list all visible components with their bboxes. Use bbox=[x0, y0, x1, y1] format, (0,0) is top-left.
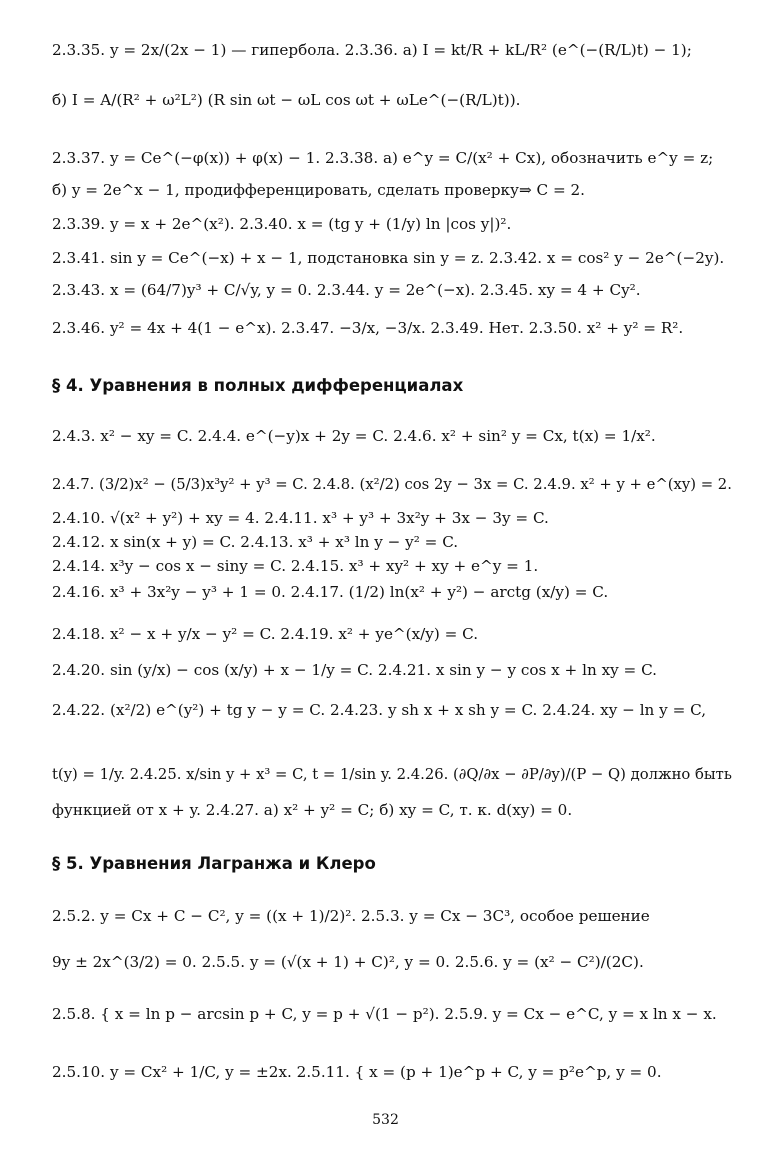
answer-line: 2.3.35. y = 2x/(2x − 1) — гипербола. 2.3.36. а) I = kt/R + kL/R² (e^(−(R/L)t) − 1); bbox=[52, 41, 692, 59]
answer-line: 2.3.46. y² = 4x + 4(1 − e^x). 2.3.47. −3/x, −3/x. 2.3.49. Нет. 2.3.50. x² + y² = R². bbox=[52, 319, 684, 337]
answer-line: 2.5.10. y = Cx² + 1/C, y = ±2x. 2.5.11. { x = (p + 1)e^p + C, y = p²e^p, y = 0. bbox=[52, 1063, 662, 1081]
answer-line: функцией от x + y. 2.4.27. а) x² + y² = C; б) xy = C, т. к. d(xy) = 0. bbox=[52, 801, 573, 819]
answer-line: 2.5.2. y = Cx + C − C², y = ((x + 1)/2)². 2.5.3. y = Cx − 3C³, особое решение bbox=[52, 907, 650, 925]
answer-line: 2.4.22. (x²/2) e^(y²) + tg y − y = C. 2.4.23. y sh x + x sh y = C. 2.4.24. xy − ln y = C, bbox=[52, 701, 707, 719]
answer-line: 2.4.12. x sin(x + y) = C. 2.4.13. x³ + x³ ln y − y² = C. bbox=[52, 533, 459, 551]
answer-line: t(y) = 1/y. 2.4.25. x/sin y + x³ = C, t = 1/sin y. 2.4.26. (∂Q/∂x − ∂P/∂y)/(P − Q) должно быть bbox=[52, 765, 732, 783]
answer-line: 2.4.7. (3/2)x² − (5/3)x³y² + y³ = C. 2.4.8. (x²/2) cos 2y − 3x = C. 2.4.9. x² + y + e^(xy) = 2. bbox=[52, 475, 732, 493]
section-heading: § 5. Уравнения Лагранжа и Клеро bbox=[52, 854, 376, 873]
answer-line: 2.4.18. x² − x + y/x − y² = C. 2.4.19. x² + ye^(x/y) = C. bbox=[52, 625, 479, 643]
answer-line: 2.4.10. √(x² + y²) + xy = 4. 2.4.11. x³ + y³ + 3x²y + 3x − 3y = C. bbox=[52, 509, 549, 527]
answer-line: 2.4.3. x² − xy = C. 2.4.4. e^(−y)x + 2y = C. 2.4.6. x² + sin² y = Cx, t(x) = 1/x². bbox=[52, 427, 656, 445]
answer-line: 9y ± 2x^(3/2) = 0. 2.5.5. y = (√(x + 1) + C)², y = 0. 2.5.6. y = (x² − C²)/(2C). bbox=[52, 953, 644, 971]
section-heading: § 4. Уравнения в полных дифференциалах bbox=[52, 376, 464, 395]
answer-line: 2.3.41. sin y = Ce^(−x) + x − 1, подстановка sin y = z. 2.3.42. x = cos² y − 2e^(−2y). bbox=[52, 249, 725, 267]
answer-line: 2.4.16. x³ + 3x²y − y³ + 1 = 0. 2.4.17. (1/2) ln(x² + y²) − arctg (x/y) = C. bbox=[52, 583, 609, 601]
answer-line: б) y = 2e^x − 1, продифференцировать, сделать проверку⇒ C = 2. bbox=[52, 181, 586, 199]
answer-line: 2.3.39. y = x + 2e^(x²). 2.3.40. x = (tg y + (1/y) ln |cos y|)². bbox=[52, 215, 512, 233]
answer-line: 2.4.20. sin (y/x) − cos (x/y) + x − 1/y = C. 2.4.21. x sin y − y cos x + ln xy = C. bbox=[52, 661, 657, 679]
page-number: 532 bbox=[372, 1112, 399, 1128]
answer-line: 2.5.8. { x = ln p − arcsin p + C, y = p + √(1 − p²). 2.5.9. y = Cx − e^C, y = x ln x − x. bbox=[52, 1005, 717, 1023]
answer-line: б) I = A/(R² + ω²L²) (R sin ωt − ωL cos ωt + ωLe^(−(R/L)t)). bbox=[52, 91, 521, 109]
answer-line: 2.3.43. x = (64/7)y³ + C/√y, y = 0. 2.3.44. y = 2e^(−x). 2.3.45. xy = 4 + Cy². bbox=[52, 281, 641, 299]
answer-line: 2.4.14. x³y − cos x − siny = C. 2.4.15. x³ + xy² + xy + e^y = 1. bbox=[52, 557, 539, 575]
answer-line: 2.3.37. y = Ce^(−φ(x)) + φ(x) − 1. 2.3.38. а) e^y = C/(x² + Cx), обозначить e^y = z; bbox=[52, 149, 714, 167]
